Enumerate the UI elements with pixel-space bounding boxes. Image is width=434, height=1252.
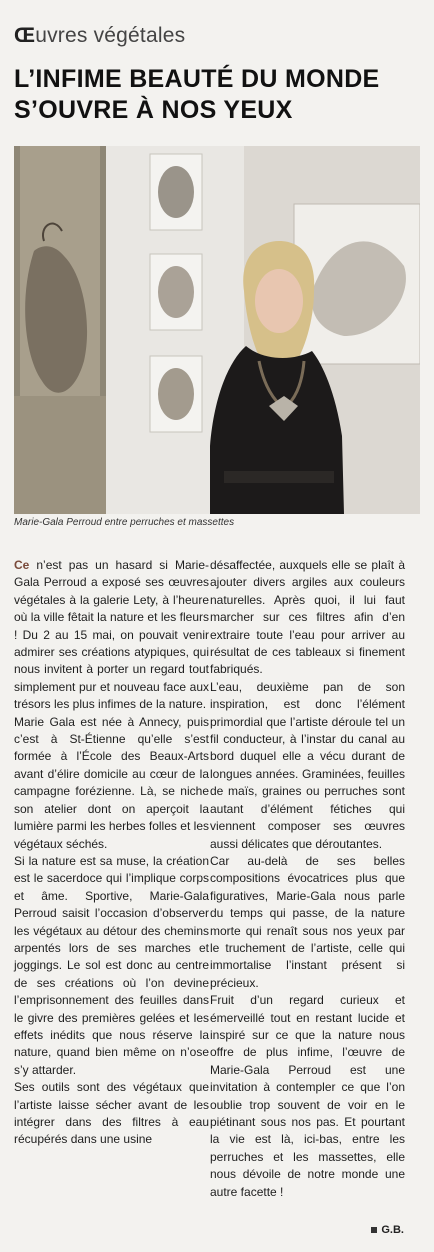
section-rubric: [14, 24, 185, 48]
headline-line-1: L’INFIME BEAUTÉ DU MONDE: [14, 65, 380, 93]
article-headline: [14, 64, 424, 126]
author-signature: [371, 1224, 404, 1236]
paragraph: Marie Gala est née à Annecy, puis c’est à St-Étienne qu’elle s’est formée à l’École des Beaux-Arts avant d’élire domicile au cœur de la campagne forézienne. Là, se niche son atelier dont on aperçoit la lumière parmi les herbes folles et les végétaux séchés.: [14, 714, 209, 851]
rubric-text: uvres végétales: [35, 24, 186, 47]
paragraph: Fruit d’un regard curieux et émerveillé tout en restant lucide et inspiré sur ce que la nature nous offre de plus infime, l’œuvre de Marie-Gala Perroud est une invitation à contempler ce que l’on oublie trop souvent de voir en le piétinant sous nos pas. Et pourtant la vie est là, ici-bas, entre les perruches et les massettes, elle nous dévoile de notre monde une autre facette !: [210, 993, 405, 1199]
paragraph: Car au-delà de ses belles compositions évocatrices plus que figuratives, Marie-Gala nous parle du temps qui passe, de la nature morte qui renaît sous nos yeux par le truchement de l’artiste, celle qui immortalise l’instant présent si précieux.: [210, 853, 405, 990]
square-bullet-icon: [371, 1227, 377, 1233]
article-column-1: [14, 557, 209, 1149]
photo-illustration: [14, 146, 420, 514]
article-photo: [14, 146, 420, 514]
paragraph: Si la nature est sa muse, la création est le sacerdoce qui l’implique corps et âme. Sportive, Marie-Gala Perroud saisit l’occasion d’observer les végétaux au détour des chemins arpentés lors de ses marches et joggings. Le sol est donc au centre de ses créations où l’on devine l’emprisonnement des feuilles dans le givre des premières gelées et les effets inédits que nous réserve la nature, quand bien même on n’ose s’y attarder.: [14, 853, 209, 1077]
article-column-2: [210, 557, 405, 1201]
signature-text: G.B.: [381, 1224, 404, 1236]
photo-caption: Marie-Gala Perroud entre perruches et massettes: [14, 517, 235, 528]
paragraph: Ses outils sont des végétaux que l’artiste laisse sécher avant de les intégrer dans des filtres à eau récupérés dans une usine: [14, 1080, 209, 1147]
lead-word: Ce: [14, 558, 30, 572]
rubric-ligature: Œ: [14, 24, 36, 47]
paragraph: désaffectée, auxquels elle se plaît à ajouter divers argiles aux couleurs naturelles. Après quoi, il lui faut marcher sur ces filtres afin d’en extraire toute l’eau pour arriver au résultat de ces tableaux si finement fabriqués.: [210, 558, 405, 677]
paragraph: [14, 557, 209, 714]
paragraph: L’eau, deuxième pan de son inspiration, est donc l’élément primordial que l’artiste déroule tel un fil conducteur, à l’instar du canal au bord duquel elle a vécu durant de longues années. Graminées, feuilles de maïs, graines ou perruches sont autant d’élément fétiches qui viennent composer ses œuvres aussi délicates que déroutantes.: [210, 679, 405, 851]
headline-line-2: S’OUVRE À NOS YEUX: [14, 96, 293, 124]
paragraph-text: n’est pas un hasard si Marie-Gala Perroud a exposé ses œuvres végétales à la galerie Lety, à l’heure où la ville fêtait la nature et les fleurs ! Du 2 au 15 mai, on pouvait venir admirer ses créations atypiques, qui nous invitent à porter un regard tout simplement pur et nouveau face aux trésors les plus infimes de la nature.: [14, 558, 209, 712]
